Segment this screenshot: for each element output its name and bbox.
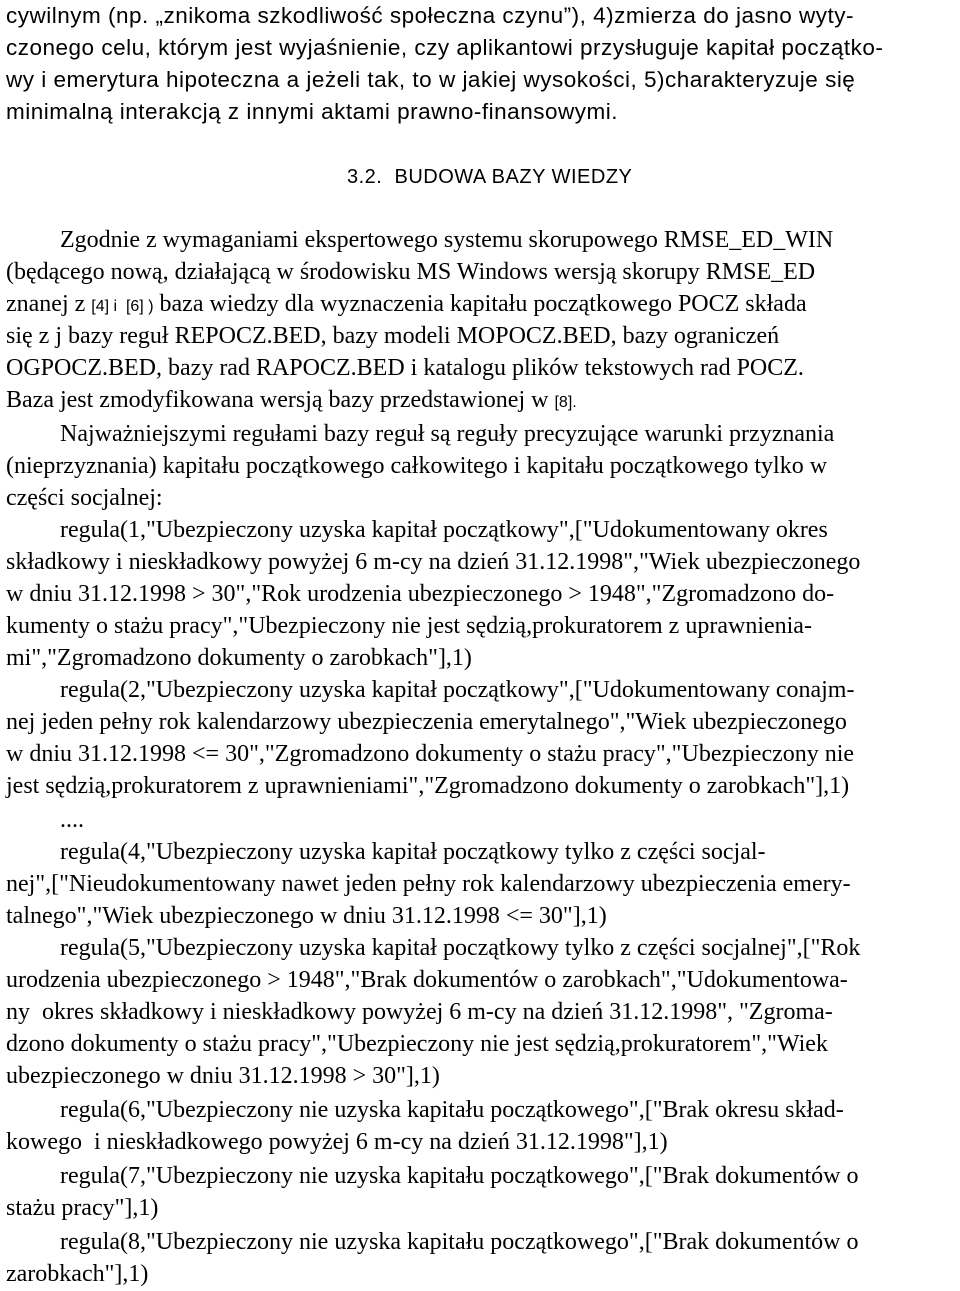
citation-reference: [8]. <box>554 394 577 411</box>
rule-2-line-3: w dniu 31.12.1998 <= 30","Zgromadzono dokumenty o stażu pracy","Ubezpieczony nie <box>6 741 855 767</box>
rule-1-line-2: składkowy i nieskładkowy powyżej 6 m-cy na dzień 31.12.1998","Wiek ubezpieczonego <box>6 549 861 575</box>
ellipsis: .... <box>60 807 84 833</box>
rule-2-line-1: regula(2,"Ubezpieczony uzyska kapitał początkowy",["Udokumentowany conajm- <box>60 677 855 703</box>
rule-1-line-4: kumenty o stażu pracy","Ubezpieczony nie jest sędzią,prokuratorem z uprawnienia- <box>6 613 812 639</box>
rule-1-line-5: mi","Zgromadzono dokumenty o zarobkach"],1) <box>6 645 472 671</box>
rule-6-line-1: regula(6,"Ubezpieczony nie uzyska kapitału początkowego",["Brak okresu skład- <box>60 1097 844 1123</box>
rule-5-line-4: dzono dokumenty o stażu pracy","Ubezpieczony nie jest sędzią,prokuratorem","Wiek <box>6 1031 828 1057</box>
paragraph-1-line-4: się z j bazy reguł REPOCZ.BED, bazy modeli MOPOCZ.BED, bazy ograniczeń <box>6 323 780 349</box>
rule-2-line-2: nej jeden pełny rok kalendarzowy ubezpieczenia emerytalnego","Wiek ubezpieczonego <box>6 709 847 735</box>
paragraph-2-line-1: Najważniejszymi regułami bazy reguł są reguły precyzujące warunki przyznania <box>60 421 835 447</box>
section-heading: 3.2. BUDOWA BAZY WIEDZY <box>347 166 633 188</box>
rule-7-line-2: stażu pracy"],1) <box>6 1195 159 1221</box>
rule-5-line-2: urodzenia ubezpieczonego > 1948","Brak dokumentów o zarobkach","Udokumentowa- <box>6 967 848 993</box>
rule-8-line-1: regula(8,"Ubezpieczony nie uzyska kapitału początkowego",["Brak dokumentów o <box>60 1229 859 1255</box>
rule-8-line-2: zarobkach"],1) <box>6 1261 149 1287</box>
rule-5-line-1: regula(5,"Ubezpieczony uzyska kapitał początkowy tylko z części socjalnej",["Rok <box>60 935 861 961</box>
paragraph-1-line-2: (będącego nową, działającą w środowisku MS Windows wersją skorupy RMSE_ED <box>6 259 816 285</box>
text-span: baza wiedzy dla wyznaczenia kapitału początkowego POCZ składa <box>153 291 807 317</box>
rule-4-line-3: talnego","Wiek ubezpieczonego w dniu 31.12.1998 <= 30"],1) <box>6 903 607 929</box>
intro-line-4: minimalną interakcją z innymi aktami prawno-finansowymi. <box>6 99 618 124</box>
rule-1-line-3: w dniu 31.12.1998 > 30","Rok urodzenia ubezpieczonego > 1948","Zgromadzono do- <box>6 581 835 607</box>
intro-line-1: cywilnym (np. „znikoma szkodliwość społeczna czynu”), 4)zmierza do jasno wyty- <box>6 3 855 28</box>
intro-line-2: czonego celu, którym jest wyjaśnienie, czy aplikantowi przysługuje kapitał początko- <box>6 35 884 60</box>
paragraph-1-line-6 <box>6 384 577 419</box>
paragraph-1-line-5: OGPOCZ.BED, bazy rad RAPOCZ.BED i katalogu plików tekstowych rad POCZ. <box>6 355 804 381</box>
text-span: znanej z <box>6 291 92 317</box>
paragraph-1-line-1: Zgodnie z wymaganiami ekspertowego systemu skorupowego RMSE_ED_WIN <box>60 227 834 253</box>
text-span: Baza jest zmodyfikowana wersją bazy przedstawionej w <box>6 387 555 413</box>
rule-4-line-2: nej",["Nieudokumentowany nawet jeden pełny rok kalendarzowy ubezpieczenia emery- <box>6 871 851 897</box>
rule-1-line-1: regula(1,"Ubezpieczony uzyska kapitał początkowy",["Udokumentowany okres <box>60 517 828 543</box>
citation-reference: [4] i [6] ) <box>91 298 154 315</box>
paragraph-2-line-3: części socjalnej: <box>6 485 163 511</box>
rule-5-line-5: ubezpieczonego w dniu 31.12.1998 > 30"],1) <box>6 1063 440 1089</box>
rule-5-line-3: ny okres składkowy i nieskładkowy powyżej 6 m-cy na dzień 31.12.1998", "Zgroma- <box>6 999 833 1025</box>
rule-7-line-1: regula(7,"Ubezpieczony nie uzyska kapitału początkowego",["Brak dokumentów o <box>60 1163 859 1189</box>
rule-4-line-1: regula(4,"Ubezpieczony uzyska kapitał początkowy tylko z części socjal- <box>60 839 766 865</box>
paragraph-1-line-3 <box>6 288 807 323</box>
paragraph-2-line-2: (nieprzyznania) kapitału początkowego całkowitego i kapitału początkowego tylko w <box>6 453 828 479</box>
intro-line-3: wy i emerytura hipoteczna a jeżeli tak, to w jakiej wysokości, 5)charakteryzuje się <box>6 67 856 92</box>
rule-2-line-4: jest sędzią,prokuratorem z uprawnieniami","Zgromadzono dokumenty o zarobkach"],1) <box>6 773 850 799</box>
rule-6-line-2: kowego i nieskładkowego powyżej 6 m-cy na dzień 31.12.1998"],1) <box>6 1129 668 1155</box>
